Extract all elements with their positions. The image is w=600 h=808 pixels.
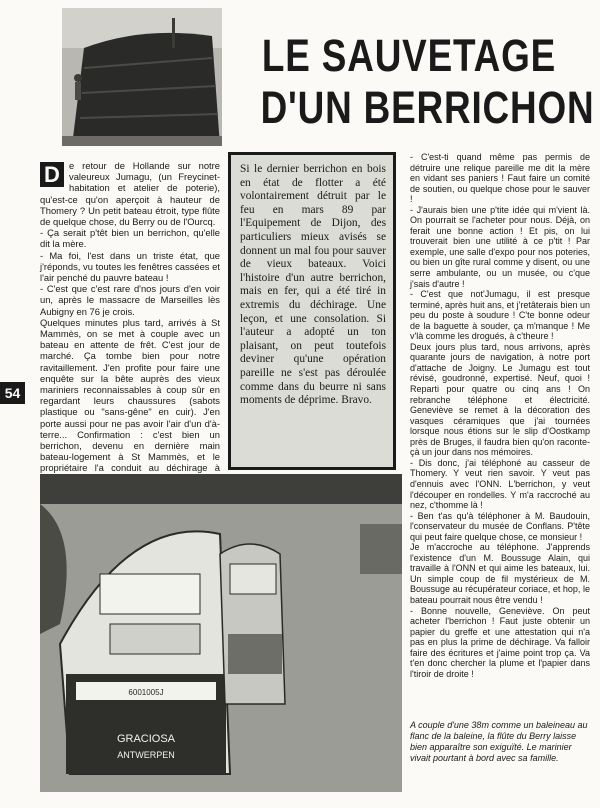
- right-paragraph: - Bonne nouvelle, Geneviève. On peut acheter l'berrichon ! Faut juste obtenir un papier du greffe et une attestation qui n'a pas en plus la prime de déchirage. Va falloir faire des écritures et j'aime point trop ça. Va t'en donc chercher la plume et l'papier dans l'tiroir de droite !: [410, 605, 590, 679]
- stern-port: ANTWERPEN: [117, 750, 175, 760]
- photo-caption: A couple d'une 38m comme un baleineau au flanc de la baleine, la flûte du Berry laisse bien apparaître son exiguïté. Le marinier vivait pourtant à bord avec sa famille.: [410, 720, 588, 763]
- barges-illustration: [40, 474, 402, 792]
- berrichon-hull-illustration: [62, 8, 222, 146]
- right-column: [410, 152, 590, 679]
- right-paragraph: - C'est que not'Jumagu, il est presque terminé, après huit ans, et j'retâterais bien un peu du poste à soudure ! C'te bonne odeur de la baguette à souder, ça m'manque ! Me v'là comme les drogués, à c'theure !: [410, 289, 590, 342]
- left-column: [40, 160, 220, 485]
- left-paragraph: Quelques minutes plus tard, arrivés à St Mammès, on se met à couple avec un bateau en attente de frêt. C'est jour de marché. Ça tombe bien pour notre ravitaillement. J'en profite pour faire une enquête sur la bête auprès des vieux mariniers reconnaissables à coup sûr en regardant leurs chaussures (sabots plastique ou "sans-gêne" en cuir). J'en porte aussi pour ne pas avoir l'air d'un d'à-terre... Confirmation : c'est bien un berrichon, devenu en dernière main bateau-logement à St Mammès, et le propriétaire l'a conduit au déchirage à: [40, 316, 220, 474]
- article-title: [260, 30, 595, 134]
- sidebar-text: Si le dernier berrichon en bois en état de flotter a été volontairement détruit par le feu en mars 89 par l'Equipement de Dijon, des particuliers mieux avisés se donnent un mal fou pour sauver de vieux bateaux. Voici l'histoire d'un autre berrichon, mais en fer, qui a été tiré in extremis du déchirage. Une leçon, et une consolation. Si l'auteur a adopté un ton plaisant, on peut toutefois deviner qu'une opération pareille ne s'est pas déroulée comme dans du beurre ni sans moments de déprime. Bravo.: [240, 163, 386, 407]
- title-line-2: D'UN BERRICHON: [260, 82, 595, 133]
- left-paragraph: - Ça serait p'têt bien un berrichon, qu'elle dit la mère.: [40, 227, 220, 250]
- drop-cap: D: [40, 162, 64, 187]
- right-paragraph: - J'aurais bien une p'tite idée qui m'vient là. On pourrait se l'acheter pour nous. Déjà, on ferait une bonne action ! Et pis, on lui trouverait bien une utilité à ce p'tit ! Par exemple, une salle d'expo pour nos poteries, ou bien un gîte rural comme y disent, ou une serre ambulante, ou un musée, ou c'que j'sais d'autre !: [410, 204, 590, 289]
- right-paragraph: Je m'accroche au téléphone. J'apprends l'existence d'un M. Boussuge Alain, qui travaille à l'ONN et qui aime les bateaux, lui. Un simple coup de fil mystérieux de M. Boussuge au récupérateur coriace, et hop, le bateau pourrait nous être vendu !: [410, 542, 590, 605]
- right-paragraph: Deux jours plus tard, nous arrivons, après quarante jours de navigation, à notre port d'attache de Joigny. Le Jumagu est tout révisé, goudronné, expertisé. Neuf, quoi ! Reparti pour quatre ou cinq ans ! On rebranche téléphone et électricité. Geneviève se remet à la décoration des vasques céramiques que j'ai tournées lorsque nous étions sur le slip d'Oostkamp près de Bruges, il faudra bien qu'on raconte-çà un jour dans nos mémoires.: [410, 341, 590, 458]
- right-paragraph: - C'est-ti quand même pas permis de détruire une relique pareille me dit la mère en vidant ses paniers ! Faut faire un comité de soutien, ou quelque chose pour le sauver !: [410, 152, 590, 205]
- intro-paragraph: [40, 160, 220, 227]
- intro-text: e retour de Hollande sur notre valeureux Jumagu, (un Freycinet-habitation et atelier de poterie), qu'est-ce qu'on aperçoit à hauteur de Thomery ? Un petit bateau étroit, type flûte de quelque chose, du Berry ou de l'Ourcq.: [40, 160, 220, 228]
- title-line-1: LE SAUVETAGE: [261, 30, 557, 81]
- bottom-photo-barges: [40, 474, 402, 792]
- stern-name: GRACIOSA: [116, 733, 176, 745]
- sidebar-box: [228, 152, 396, 470]
- page-number: 54: [0, 382, 25, 404]
- hull-number: 6001005J: [128, 688, 164, 697]
- left-paragraph: - Ma foi, l'est dans un triste état, que j'réponds, vu toutes les fenêtres cassées et l'air penché du pauvre bateau !: [40, 249, 220, 284]
- right-paragraph: - Dis donc, j'ai téléphoné au casseur de Thomery. Y veut rien savoir. Y veut pas d'ennuis avec l'ONN. L'berrichon, y veut l'découper en rondelles. Y m'a raccroché au nez, c'thomme là !: [410, 457, 590, 511]
- top-photo-berrichon-hull: [62, 8, 222, 146]
- left-paragraph: - C'est que c'est rare d'nos jours d'en voir un, après le massacre de Marseilles lès Aubigny en 76 je crois.: [40, 283, 220, 317]
- right-paragraph: - Ben t'as qu'à téléphoner à M. Baudouin, l'conservateur du musée de Conflans. P'tête qui peut faire quelque chose, ce monsieur !: [410, 510, 590, 542]
